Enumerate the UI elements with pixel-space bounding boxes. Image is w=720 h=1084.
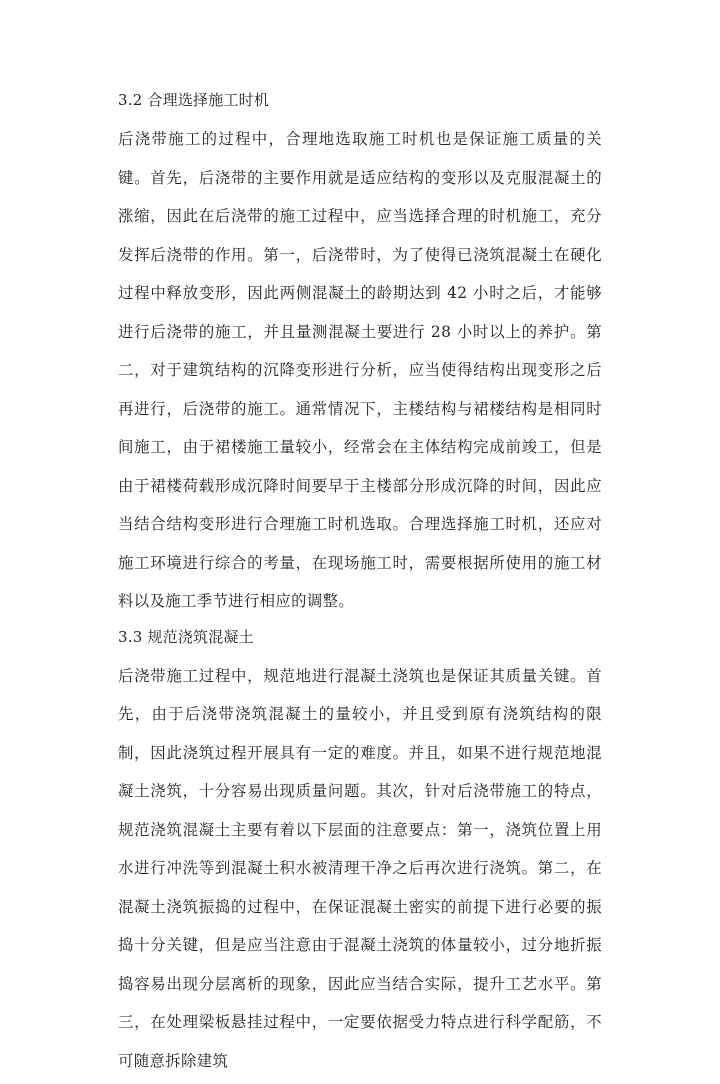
section-paragraph-3-2: 后浇带施工的过程中，合理地选取施工时机也是保证施工质量的关键。首先，后浇带的主要作用就是适应结构的变形以及克服混凝土的涨缩，因此在后浇带的施工过程中，应当选择合理的时机施工，充分发挥后浇带的作用。第一，后浇带时，为了使得已浇筑混凝土在硬化过程中释放变形，因此两侧混凝土的龄期达到 42 小时之后，才能够进行后浇带的施工，并且量测混凝土要进行 28 小时以上的养护。第二，对于建筑结构的沉降变形进行分析，应当使得结构出现变形之后再进行，后浇带的施工。通常情况下，主楼结构与裙楼结构是相同时间施工，由于裙楼施工量较小，经常会在主体结构完成前竣工，但是由于裙楼荷载形成沉降时间要早于主楼部分形成沉降的时间，因此应当结合结构变形进行合理施工时机选取。合理选择施工时机，还应对施工环境进行综合的考量，在现场施工时，需要根据所使用的施工材料以及施工季节进行相应的调整。 [118, 130, 602, 610]
document-page [118, 86, 602, 1084]
section-paragraph-3-3: 后浇带施工过程中，规范地进行混凝土浇筑也是保证其质量关键。首先，由于后浇带浇筑混凝土的量较小，并且受到原有浇筑结构的限制，因此浇筑过程开展具有一定的难度。并且，如果不进行规范地混凝土浇筑，十分容易出现质量问题。其次，针对后浇带施工的特点，规范浇筑混凝土主要有着以下层面的注意要点：第一，浇筑位置上用水进行冲洗等到混凝土积水被清理干净之后再次进行浇筑。第二，在混凝土浇筑振捣的过程中，在保证混凝土密实的前提下进行必要的振捣十分关键，但是应当注意由于混凝土浇筑的体量较小，过分地折振捣容易出现分层离析的现象，因此应当结合实际，提升工艺水平。第三，在处理梁板悬挂过程中，一定要依据受力特点进行科学配筋，不可随意拆除建筑 [118, 666, 602, 1070]
section-heading-3-3: 3.3 规范浇筑混凝土 [118, 627, 254, 646]
section-heading-3-2: 3.2 合理选择施工时机 [118, 91, 270, 109]
